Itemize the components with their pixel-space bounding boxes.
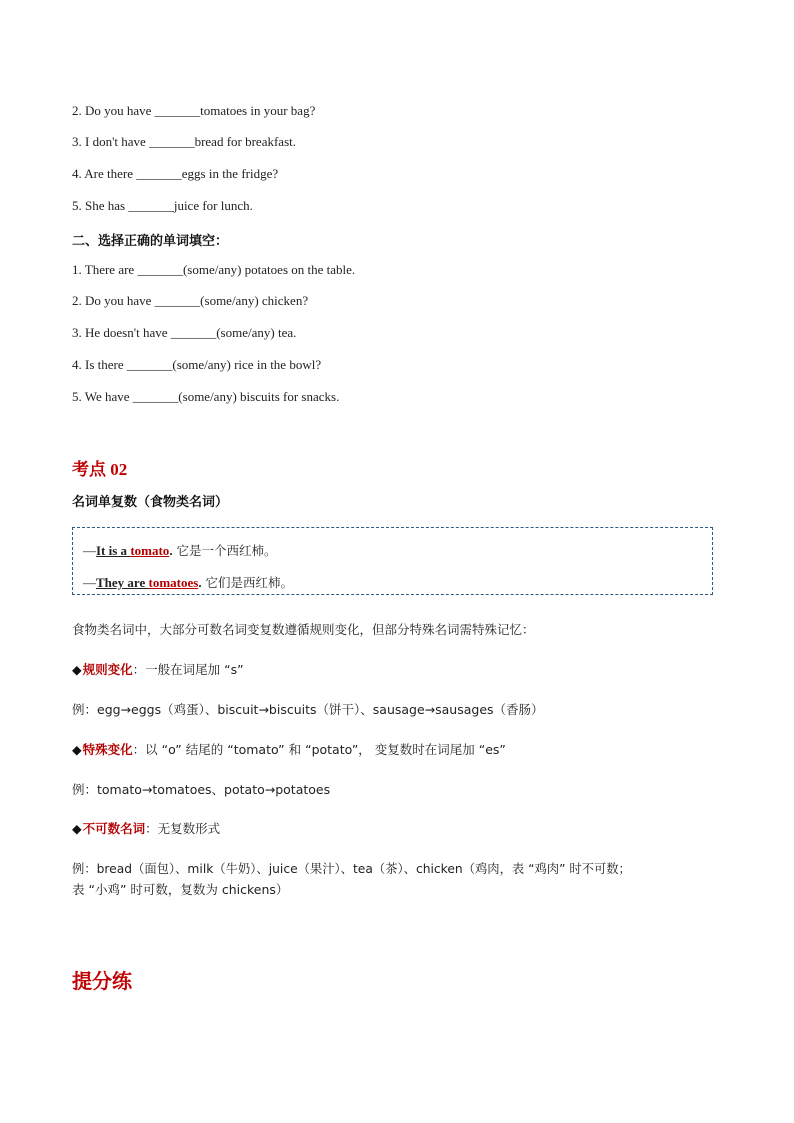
rule-uncountable-example-2: 表 “小鸡” 时可数，复数为 chickens） [72,882,289,897]
rule-special-label: 特殊变化 [82,742,133,757]
rule-regular-text: ：一般在词尾加 “s” [132,662,244,677]
example-dash: — [83,575,96,590]
example-translation: 它是一个西红柿。 [172,543,277,558]
example-translation: 它们是西红柿。 [201,575,294,590]
example-dot: . [169,543,173,558]
example-lead: They are [96,575,149,590]
rule-uncountable-text: ：无复数形式 [145,821,221,836]
rules-intro: 食物类名词中，大部分可数名词变复数遵循规则变化，但部分特殊名词需特殊记忆： [72,622,535,637]
exercise-a-item-2: 2. Do you have _______tomatoes in your bag? [72,103,316,118]
rule-uncountable-example-1: 例：bread（面包）、milk（牛奶）、juice（果汁）、tea（茶）、chicken（鸡肉，表 “鸡肉” 时不可数； [72,862,631,876]
exercise-a-item-3: 3. I don't have _______bread for breakfast. [72,134,296,149]
rule-special-example: 例：tomato→tomatoes、potato→potatoes [72,782,331,797]
diamond-bullet-icon: ◆ [72,662,82,677]
exercise-b-item-4: 4. Is there _______(some/any) rice in the bowl? [72,357,322,372]
example-dot: . [198,575,202,590]
exercise-a-item-5: 5. She has _______juice for lunch. [72,198,253,213]
practice-heading: 提分练 [72,969,132,993]
rule-uncountable [72,819,220,837]
rule-special [72,740,506,758]
example-word: tomatoes [148,575,199,590]
example-dash: — [83,543,96,558]
rule-regular [72,660,244,678]
example-word: tomato [130,543,170,558]
example-lead: It is a [96,543,131,558]
rule-uncountable-label: 不可数名词 [82,821,146,836]
kaodian-heading: 考点 02 [72,460,128,479]
example-line-1 [83,541,277,559]
exercise-b-item-5: 5. We have _______(some/any) biscuits for snacks. [72,389,340,404]
exercise-a-item-4: 4. Are there _______eggs in the fridge? [72,166,279,181]
rule-regular-label: 规则变化 [82,662,133,677]
exercise-b-item-3: 3. He doesn't have _______(some/any) tea. [72,325,297,340]
diamond-bullet-icon: ◆ [72,821,82,836]
exercise-b-item-2: 2. Do you have _______(some/any) chicken? [72,293,309,308]
exercise-b-title: 二、选择正确的单词填空： [72,234,229,249]
diamond-bullet-icon: ◆ [72,742,82,757]
rule-regular-example: 例：egg→eggs（鸡蛋）、biscuit→biscuits（饼干）、sausage→sausages（香肠） [72,702,544,717]
rule-special-text: ：以 “o” 结尾的 “tomato” 和 “potato”， 变复数时在词尾加 “es” [132,742,506,757]
section-subtitle: 名词单复数（食物类名词） [72,495,229,510]
example-box [72,527,713,595]
example-line-2 [83,573,293,591]
exercise-b-item-1: 1. There are _______(some/any) potatoes on the table. [72,262,356,277]
